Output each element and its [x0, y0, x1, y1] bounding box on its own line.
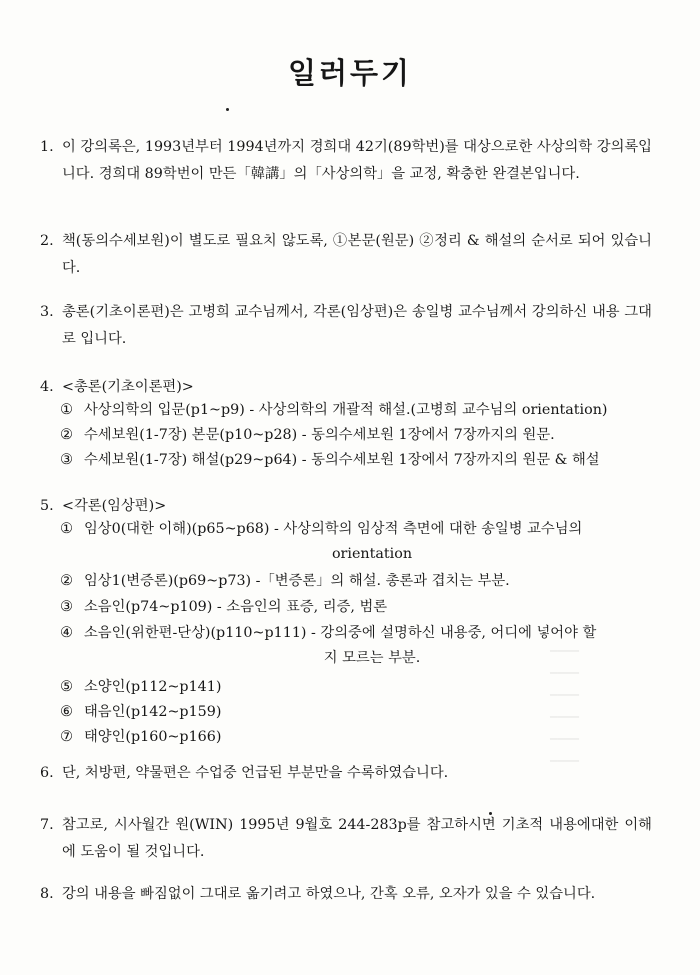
list-item	[40, 595, 660, 620]
item-marker: ③	[60, 599, 73, 615]
item-number: 1.	[40, 139, 54, 155]
note-item-1	[40, 134, 652, 188]
list-item	[40, 569, 660, 594]
list-item	[40, 675, 660, 700]
item-text: 이 강의록은, 1993년부터 1994년까지 경희대 42기(89학번)를 대상으로한 사상의학 강의록입니다. 경희대 89학번이 만든「韓講」의「사상의학」을 교정, 확충한 완결본입니다.	[62, 139, 652, 182]
item-number: 3.	[40, 304, 54, 320]
item-text: 소음인(p74~p109) - 소음인의 표증, 리증, 범론	[84, 599, 388, 615]
item-number: 2.	[40, 233, 54, 249]
note-item-4	[40, 374, 652, 401]
note-item-6	[40, 760, 652, 787]
list-item	[40, 423, 660, 448]
item-marker: ①	[60, 402, 73, 418]
item-number: 7.	[40, 817, 54, 833]
item-marker: ①	[60, 521, 73, 537]
item-text: 태양인(p160~p166)	[84, 729, 222, 745]
item-marker: ④	[60, 625, 73, 641]
show-through-text: ──── ──── ──── ──── ──── ────	[550, 644, 579, 768]
note-item-7	[40, 812, 652, 866]
item-number: 4.	[40, 379, 54, 395]
item-text: 책(동의수세보원)이 별도로 필요치 않도록, ①본문(원문) ②정리 & 해설의 순서로 되어 있습니다.	[62, 233, 652, 276]
item-marker: ⑦	[60, 729, 73, 745]
item-text-continued: orientation	[331, 546, 413, 562]
list-item	[40, 398, 660, 423]
note-item-3	[40, 299, 652, 353]
page-title: 일러두기	[287, 56, 413, 91]
item-marker: ②	[60, 427, 73, 443]
item-text: 소양인(p112~p141)	[84, 679, 222, 695]
item-marker: ⑤	[60, 679, 73, 695]
item-text: 사상의학의 입문(p1~p9) - 사상의학의 개괄적 해설.(고병희 교수님의 orientation)	[84, 402, 608, 418]
item-text-continued: 지 모르는 부분.	[323, 650, 421, 666]
list-item	[40, 517, 660, 567]
item-text: 태음인(p142~p159)	[84, 704, 222, 720]
list-item	[40, 448, 660, 473]
item-text: 단, 처방편, 약물편은 수업중 언급된 부분만을 수록하였습니다.	[62, 765, 449, 781]
item-text: 임상1(변증론)(p69~p73) -「변증론」의 해설. 총론과 겹치는 부분.	[84, 573, 510, 589]
item-text: 총론(기초이론편)은 고병희 교수님께서, 각론(임상편)은 송일병 교수님께서 강의하신 내용 그대로 입니다.	[62, 304, 652, 347]
section-heading: <총론(기초이론편)>	[62, 379, 194, 395]
item-text: 임상0(대한 이해)(p65~p68) - 사상의학의 임상적 측면에 대한 송일병 교수님의	[84, 521, 583, 537]
note-item-2	[40, 228, 652, 282]
item-marker: ③	[60, 452, 73, 468]
list-item	[40, 700, 660, 725]
item-text: 수세보원(1-7장) 본문(p10~p28) - 동의수세보원 1장에서 7장까지의 원문.	[84, 427, 555, 443]
item-marker: ②	[60, 573, 73, 589]
item-text: 강의 내용을 빠짐없이 그대로 옮기려고 하였으나, 간혹 오류, 오자가 있을 수 있습니다.	[62, 886, 596, 902]
item-marker: ⑥	[60, 704, 73, 720]
section-heading: <각론(임상편)>	[62, 498, 167, 514]
item-text: 수세보원(1-7장) 해설(p29~p64) - 동의수세보원 1장에서 7장까지의 원문 & 해설	[84, 452, 600, 468]
note-item-8	[40, 881, 652, 908]
item-number: 6.	[40, 765, 54, 781]
speck	[226, 108, 229, 111]
item-text: 참고로, 시사월간 원(WIN) 1995년 9월호 244-283p를 참고하시면 기초적 내용에대한 이해에 도움이 될 것입니다.	[62, 817, 652, 860]
list-item	[40, 725, 660, 750]
note-item-5	[40, 493, 652, 520]
item-number: 5.	[40, 498, 54, 514]
item-text: 소음인(위한편-단상)(p110~p111) - 강의중에 설명하신 내용중, 어디에 넣어야 할	[84, 625, 597, 641]
list-item	[40, 621, 660, 671]
item-number: 8.	[40, 886, 54, 902]
